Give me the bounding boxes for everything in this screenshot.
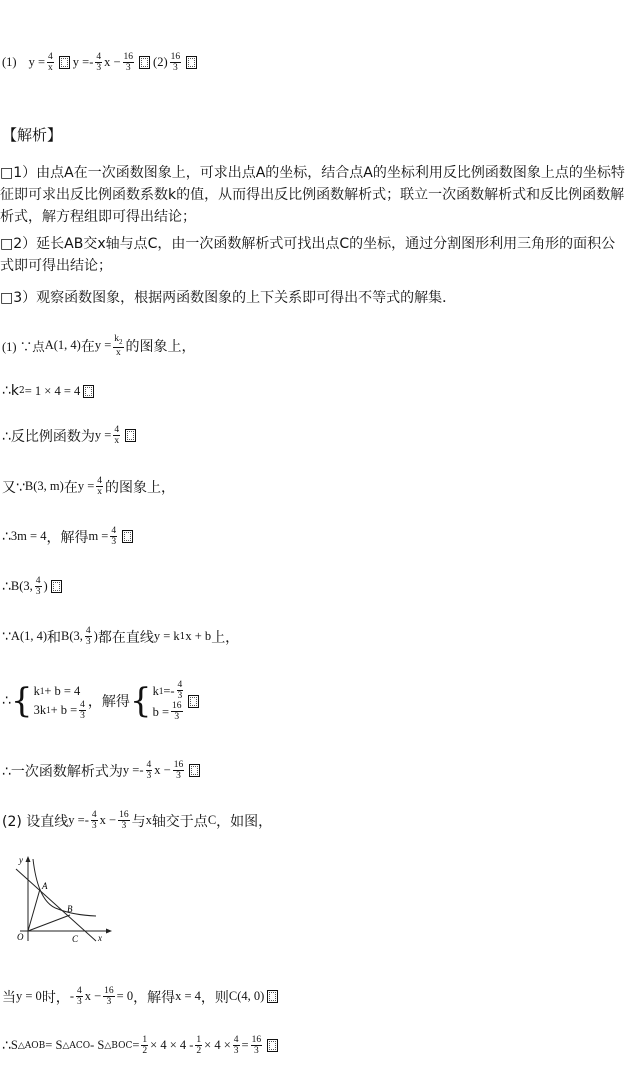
x-axis-arrow-icon xyxy=(106,929,112,934)
brace-icon: { xyxy=(129,681,152,721)
point-label-A: A xyxy=(42,881,48,891)
placeholder-box-icon xyxy=(122,530,133,543)
fraction: $\frac{16}{3}$ xyxy=(170,52,181,73)
step-text: (2) 设直线 xyxy=(2,813,69,830)
equation-system: k 1 + b = 4 3k 1 + b = $\frac{4}{3}$ xyxy=(33,683,85,721)
eq-text: x − xyxy=(104,55,121,69)
eq-text: y = xyxy=(28,55,46,69)
step-text: ∴反比例函数为 xyxy=(2,428,95,445)
step-text: ∵ xyxy=(2,628,11,645)
placeholder-box-icon xyxy=(186,56,197,69)
fraction: $\frac{16}{3}$ xyxy=(123,52,134,73)
equation-solution: k 1 =- $\frac{4}{3}$ b = $\frac{16}{3}$ xyxy=(152,680,183,722)
step-text: x − xyxy=(99,813,117,827)
segment-OA xyxy=(28,889,40,931)
step-text: ∴k xyxy=(2,383,20,399)
fraction: $\frac{4}{x}$ xyxy=(114,425,120,446)
step-text: - S xyxy=(90,1038,105,1052)
step-text: B(3, m) xyxy=(24,479,64,493)
brace-icon: { xyxy=(10,681,33,721)
step-text: 3m = 4 xyxy=(10,529,47,543)
fraction: $\frac{16}{3}$ xyxy=(173,760,184,781)
step-text: x + b xyxy=(185,629,212,643)
step-line xyxy=(2,810,272,831)
step-line xyxy=(2,334,196,358)
placeholder-box-icon xyxy=(267,990,278,1003)
step-text: ，解得 xyxy=(87,694,130,710)
step-line xyxy=(2,1035,281,1056)
placeholder-box-icon xyxy=(125,429,136,442)
step-text: ∴ xyxy=(2,578,11,595)
fraction: $\frac{4}{x}$ xyxy=(48,52,53,73)
axis-label-y: y xyxy=(19,855,23,865)
fraction: $\frac{1}{2}$ xyxy=(196,1035,202,1056)
step-text: - xyxy=(69,989,74,1003)
subscript: △AOB xyxy=(17,1040,46,1051)
step-text: C xyxy=(207,813,217,827)
step-text: A(1, 4) xyxy=(10,629,48,643)
step-line xyxy=(2,383,97,399)
step-text: x = 4 xyxy=(175,989,201,1003)
placeholder-box-icon xyxy=(59,56,70,69)
step-line xyxy=(2,425,139,446)
step-text: ∴ xyxy=(2,528,11,545)
step-line: ∴ B(3, $\frac{4}{3}$ ) xyxy=(2,576,65,597)
step-text: A(1, 4) xyxy=(44,338,81,353)
fraction: $\frac{4}{3}$ xyxy=(91,810,97,831)
step-text: y = k xyxy=(153,629,180,643)
step-text: y = xyxy=(94,338,112,353)
step-text: 又∵ xyxy=(2,479,25,496)
section-title: 【解析】 xyxy=(2,126,63,144)
eq-text: (2) xyxy=(153,55,168,69)
step-text: × 4 × xyxy=(204,1038,231,1052)
step-text: 在 xyxy=(63,479,78,496)
y-axis-arrow-icon xyxy=(26,856,31,862)
step-text: x − xyxy=(154,763,171,777)
fraction: $\frac{4}{3}$ xyxy=(85,626,91,647)
fraction: $\frac{4}{3}$ xyxy=(233,1035,239,1056)
step-text: B(3, xyxy=(10,579,33,593)
fraction: $\frac{16}{3}$ xyxy=(104,986,114,1007)
subscript: △ACO xyxy=(62,1040,91,1051)
placeholder-box-icon xyxy=(188,695,199,708)
step-text: 和 xyxy=(47,629,62,646)
step-text: ∴一次函数解析式为 xyxy=(2,763,123,780)
fraction: $\frac{16}{3}$ xyxy=(119,810,129,831)
analysis-paragraph-1: □1）由点A在一次函数图象上，可求出点A的坐标，结合点A的坐标利用反比例函数图象上点的坐标特征即可求出反比例函数系数k的值，从而得出反比例函数解析式；联立一次函数解析式和反比例函数解析式，解方程组即可得出结论； xyxy=(0,165,625,225)
step-text: = 0 xyxy=(116,989,134,1003)
step-text: 在 xyxy=(80,338,95,355)
step-text: (1) ∵点 xyxy=(2,339,45,354)
step-text: x xyxy=(145,813,152,827)
placeholder-box-icon xyxy=(189,764,200,777)
step-line xyxy=(2,986,281,1007)
step-text: y =- xyxy=(68,813,89,827)
analysis-paragraph-3: □3）观察函数图象，根据两函数图象的上下关系即可得出不等式的解集． xyxy=(0,290,457,306)
step-text: S xyxy=(10,1038,18,1052)
placeholder-box-icon xyxy=(51,580,62,593)
step-line xyxy=(2,526,136,547)
fraction: $\frac{1}{2}$ xyxy=(142,1035,148,1056)
analysis-paragraph-2: □2）延长AB交x轴与点C，由一次函数解析式可找出点C的坐标，通过分割图形利用三角形的面积公式即可得出结论； xyxy=(0,236,616,274)
fraction: $\frac{4}{3}$ xyxy=(76,986,82,1007)
step-text: x − xyxy=(84,989,102,1003)
placeholder-box-icon xyxy=(139,56,150,69)
fraction: $\frac{4}{x}$ xyxy=(97,476,102,497)
step-text: 的图象上， xyxy=(105,479,175,496)
fraction: $\frac{k_2}{x}$ xyxy=(114,334,123,358)
fraction: $\frac{4}{3}$ xyxy=(35,576,41,597)
step-text: 都在直线 xyxy=(97,629,154,646)
step-line: ∵ A(1, 4) 和 B(3, $\frac{4}{3}$ ) 都在直线 y = k 1 x + b 上， xyxy=(2,626,240,647)
step-text: = 1 × 4 = 4 xyxy=(24,383,81,398)
eq-text: y =- xyxy=(72,55,94,69)
step-text: y = xyxy=(77,479,95,493)
point-label-O: O xyxy=(17,932,24,942)
step-text: = xyxy=(241,1038,249,1052)
step-text: 上， xyxy=(211,629,240,646)
step-text: ∴ xyxy=(2,1037,11,1054)
fraction: $\frac{4}{3}$ xyxy=(96,52,102,73)
step-text: ，解得 xyxy=(46,529,89,546)
step-text: ∴ xyxy=(2,693,11,709)
step-text: × 4 × 4 - xyxy=(150,1038,194,1052)
step-line xyxy=(2,476,175,497)
answer-label: (1) xyxy=(2,55,17,69)
step-text: 与 xyxy=(131,813,146,830)
axis-label-x: x xyxy=(98,933,102,943)
step-text: 的图象上， xyxy=(125,338,196,355)
segment-OB xyxy=(28,915,70,931)
fraction: $\frac{4}{3}$ xyxy=(111,526,117,547)
step-text: 轴交于点 xyxy=(151,813,208,830)
step-text: = xyxy=(132,1038,140,1052)
step-text: C(4, 0) xyxy=(228,989,265,1003)
answer-line xyxy=(2,52,200,73)
step-text: ，则 xyxy=(200,989,229,1006)
subscript: 2 xyxy=(19,386,25,396)
step-text: y = 0 xyxy=(16,989,42,1003)
step-text: ，如图， xyxy=(216,813,273,830)
fraction: $\frac{4}{3}$ xyxy=(146,760,152,781)
function-graph-figure xyxy=(8,853,118,948)
step-text: y = xyxy=(94,428,112,442)
step-text: = S xyxy=(45,1038,63,1052)
fraction: $\frac{16}{3}$ xyxy=(251,1035,262,1056)
placeholder-box-icon xyxy=(267,1039,278,1052)
step-text: m = xyxy=(88,529,109,543)
step-text: y =- xyxy=(122,763,144,777)
step-line xyxy=(2,680,202,722)
step-text: 当 xyxy=(2,989,16,1006)
point-label-C: C xyxy=(72,934,79,944)
step-line xyxy=(2,760,203,781)
step-text: 时， xyxy=(41,989,70,1006)
point-label-B: B xyxy=(67,904,73,914)
placeholder-box-icon xyxy=(83,385,94,398)
step-text: B(3, xyxy=(61,629,83,643)
step-text: ，解得 xyxy=(133,989,176,1006)
subscript: △BOC xyxy=(104,1040,133,1051)
